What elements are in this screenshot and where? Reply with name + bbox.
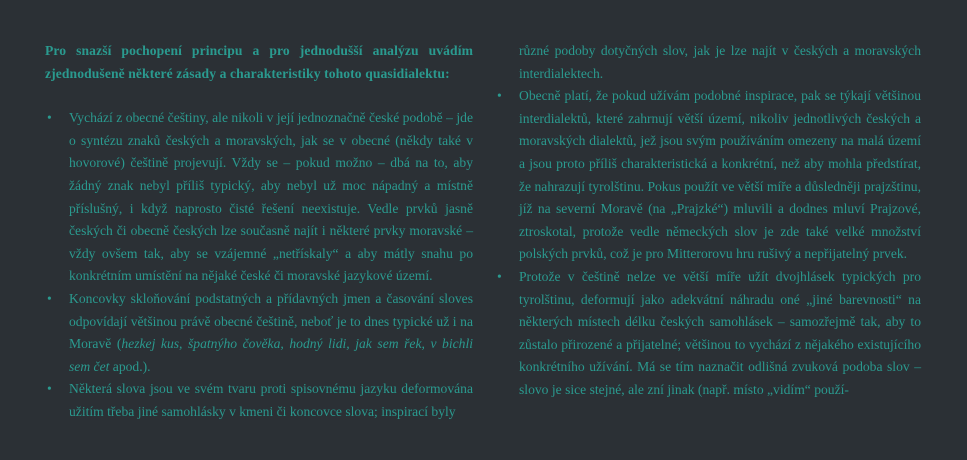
list-item-italic-examples: hezkej kus, špatnýho čověka, hodný lidi, jak sem řek, v bichli sem čet bbox=[69, 336, 474, 374]
list-item-text: Koncovky skloňování podstatných a přídavných jmen a časování sloves odpovídají většinou právě obecné češtině, neboť je to dnes typické už i na Moravě ( bbox=[69, 290, 473, 352]
list-item bbox=[495, 266, 921, 402]
list-item bbox=[495, 85, 921, 266]
bullet-icon: • bbox=[497, 268, 502, 284]
list-item bbox=[45, 107, 473, 288]
intro-paragraph: Pro snazší pochopení principu a pro jednodušší analýzu uvádím zjednodušeně některé zásady a charakteristiky tohoto quasidialektu: bbox=[45, 43, 473, 81]
bullet-icon: • bbox=[47, 110, 52, 126]
left-column bbox=[45, 40, 473, 424]
bullet-icon: • bbox=[47, 290, 52, 306]
left-bullet-list bbox=[45, 107, 473, 423]
right-bullet-list bbox=[495, 85, 921, 401]
bullet-icon: • bbox=[497, 88, 502, 104]
right-column bbox=[495, 40, 921, 402]
list-item-text: Vychází z obecné češtiny, ale nikoli v její jednoznačně české podobě – jde o syntézu znaků českých a moravských, jak se v obecné (někdy také v hovorové) češtině projevují. Vždy se – pokud možno – dbá na to, aby žádný znak nebyl příliš typický, aby nebyl už moc nápadný a místně příslušný, i když naprosto čisté řešení neexistuje. Vedle prvků jasně českých či obecně českých lze současně najít i některé prvky moravské – vždy ovšem tak, aby se vzájemné „netřískaly“ a aby mátly snahu po konkrétním umístění na nějaké české či moravské jazykové území. bbox=[69, 110, 473, 284]
list-item-text: Obecně platí, že pokud užívám podobné inspirace, pak se týkají většinou interdialektů, které zahrnují větší území, nikoliv jednotlivých českých a moravských dialektů, jež jsou svým používáním omezeny na malá území a jsou proto příliš charakteristická a konkrétní, než aby mohla předstírat, že nahrazují tyrolštinu. Pokus použít ve větší míře a důsledněji prajzštinu, jíž na severní Moravě (na „Prajzké“) mluvili a dodnes mluví Prajzové, ztroskotal, protože vedle německých slov je zde také velké množství polských prvků, což je pro Mitterorovu hru rušivý a nepřijatelný prvek. bbox=[519, 88, 921, 262]
list-item-text: Některá slova jsou ve svém tvaru proti spisovnému jazyku deformována užitím třeba jiné samohlásky v kmeni či koncovce slova; inspirací byly bbox=[69, 381, 473, 419]
list-item-text-end: apod.). bbox=[109, 358, 151, 374]
bullet-icon: • bbox=[47, 381, 52, 397]
list-item bbox=[45, 378, 473, 423]
list-item bbox=[45, 288, 473, 378]
list-item-text: Protože v češtině nelze ve větší míře užít dvojhlásek typických pro tyrolštinu, deformují jako adekvátní náhradu oné „jiné barevnosti“ na některých místech délku českých samohlásek – samozřejmě tak, aby to zůstalo přirozené a přijatelné; většinou to vychází z nějakého existujícího konkrétního užívání. Má se tím naznačit odlišná zvuková podoba slov – slovo je sice stejné, ale zní jinak (např. místo „vidím“ použí- bbox=[519, 268, 921, 397]
continued-list-text: různé podoby dotyčných slov, jak je lze najít v českých a moravských interdialektech. bbox=[519, 43, 921, 81]
